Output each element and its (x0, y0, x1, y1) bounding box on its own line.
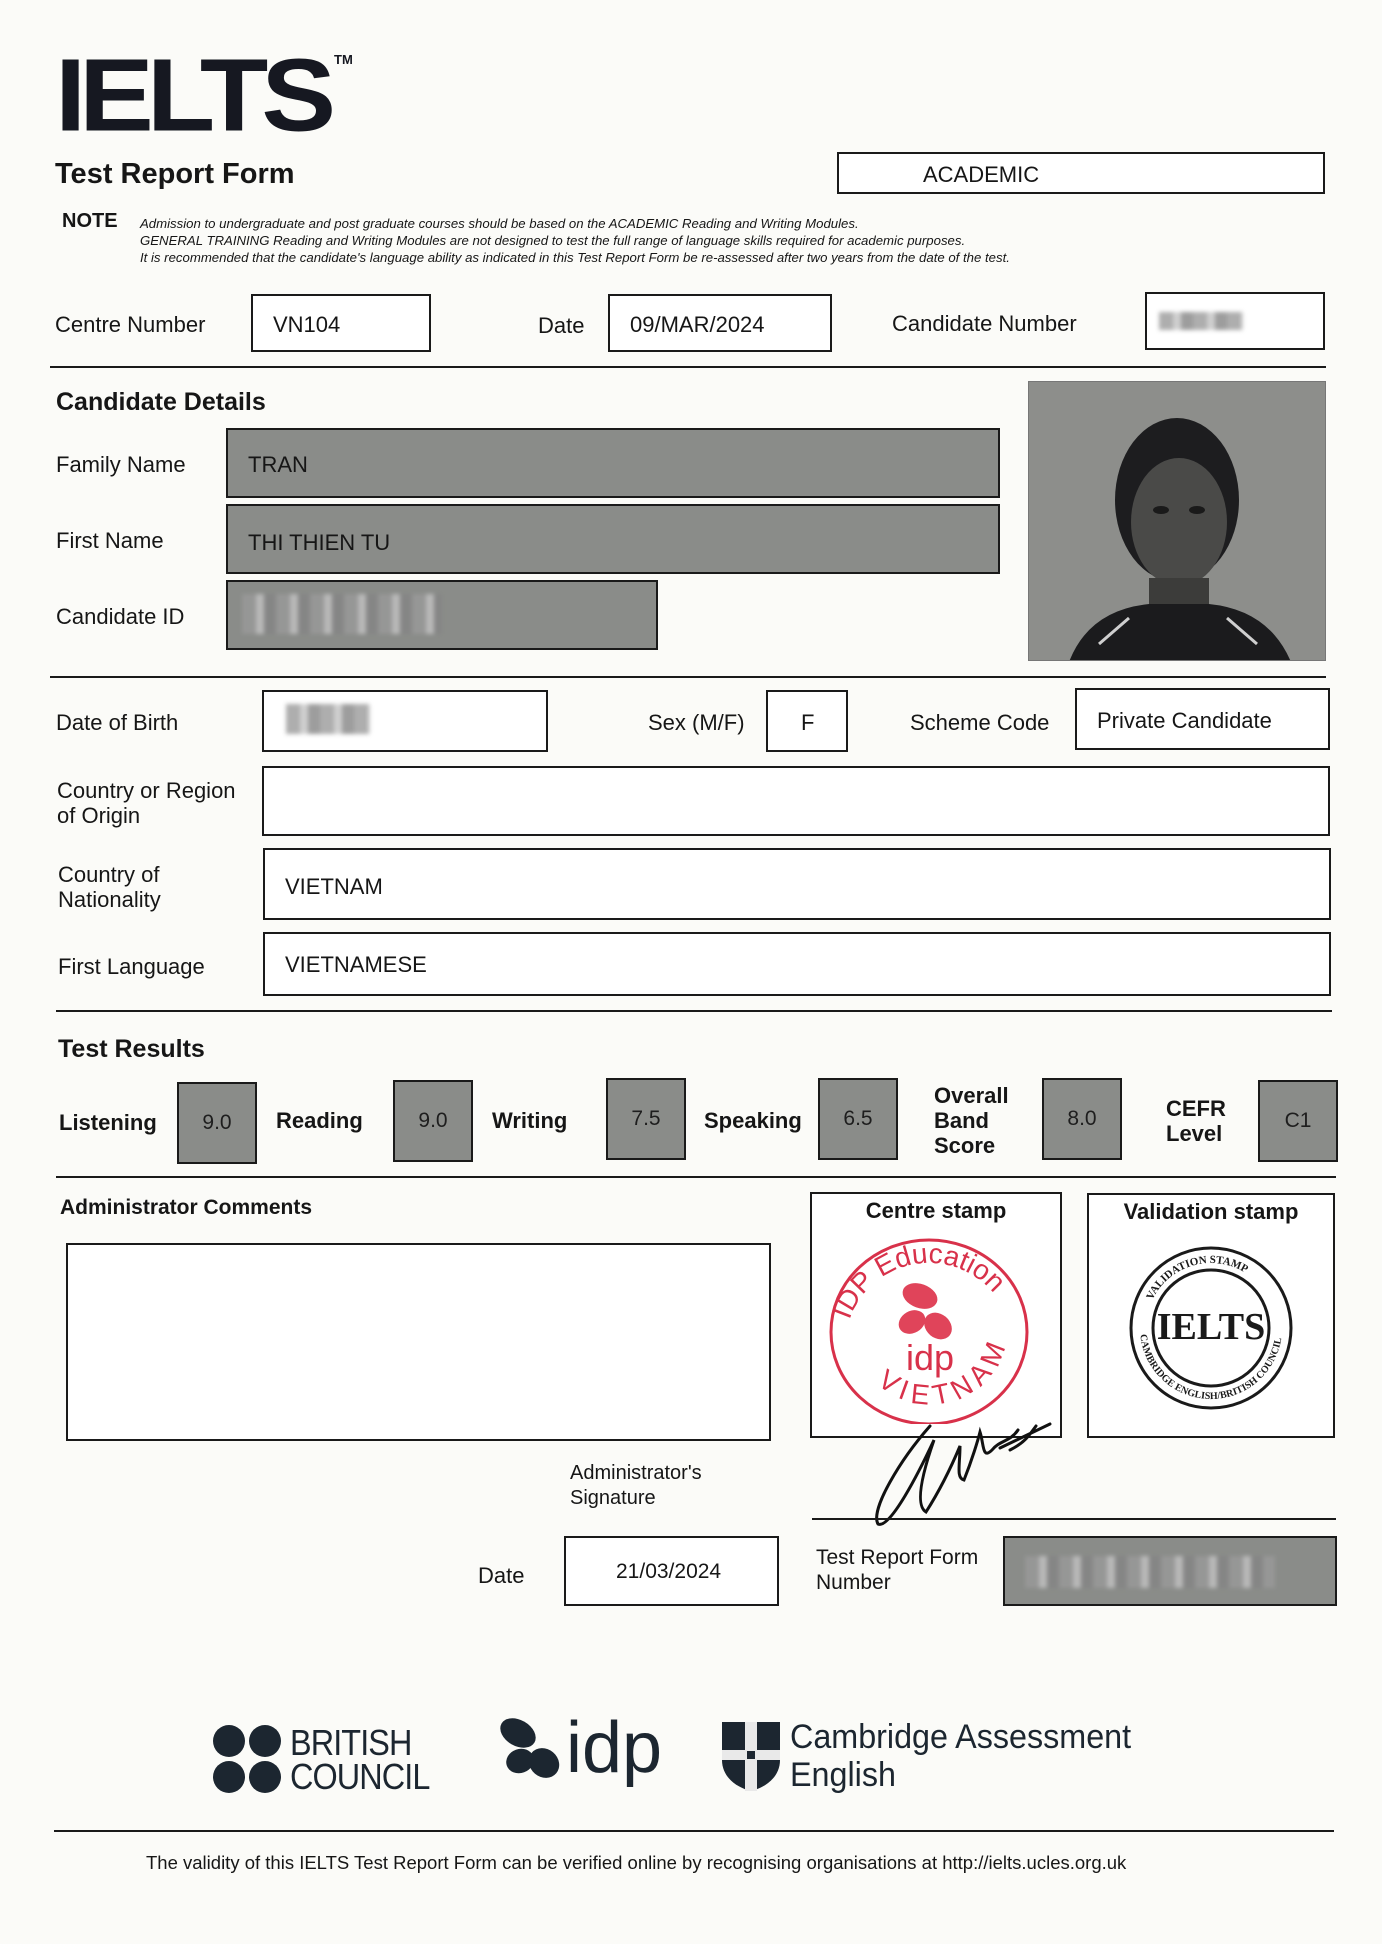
trademark-mark: TM (334, 52, 353, 67)
cambridge-line-1: Cambridge Assessment (790, 1718, 1132, 1756)
idp-education-stamp-icon (824, 1224, 1034, 1424)
svg-text:VALIDATION STAMP: VALIDATION STAMP (1144, 1253, 1250, 1302)
note-line-1: Admission to undergraduate and post graduate courses should be based on the ACADEMIC Reading and Writing Modules. (140, 216, 859, 231)
cambridge-logo (720, 1718, 1149, 1794)
signature-line (812, 1518, 1336, 1520)
trf-label-1: Test Report Form (816, 1546, 979, 1569)
divider (50, 676, 1326, 678)
svg-text:IDP Education: IDP Education (825, 1237, 1012, 1323)
cambridge-line-2: English (790, 1756, 896, 1794)
admin-comments-box (66, 1243, 771, 1441)
overall-band-score: 8.0 (1042, 1078, 1122, 1160)
idp-leaf-icon (498, 1713, 564, 1783)
idp-wordmark: idp (566, 1708, 663, 1788)
redacted-candidate-number (1159, 312, 1243, 330)
centre-stamp-label: Centre stamp (865, 1198, 1007, 1223)
signature-label-2: Signature (570, 1487, 656, 1509)
note-line-2: GENERAL TRAINING Reading and Writing Modules are not designed to test the full range of language skills required for academic purposes. (140, 233, 966, 248)
divider (56, 1176, 1336, 1178)
validation-stamp-box (1087, 1193, 1335, 1438)
first-language-field (263, 932, 1331, 996)
first-name-field (226, 504, 1000, 574)
overall-label-3: Score (934, 1133, 996, 1158)
british-council-dots-icon (212, 1724, 284, 1796)
page-title: Test Report Form (55, 158, 295, 190)
british-council-logo (212, 1724, 445, 1796)
ielts-logo: IELTS (55, 37, 330, 153)
reading-label: Reading (276, 1108, 363, 1133)
date-label: Date (538, 313, 585, 338)
redacted-dob (286, 704, 370, 734)
centre-stamp-box (810, 1192, 1062, 1438)
speaking-score: 6.5 (818, 1078, 898, 1160)
nationality-label-1: Country of (58, 862, 160, 887)
reading-score: 9.0 (393, 1080, 473, 1162)
cambridge-shield-icon (720, 1720, 782, 1792)
candidate-number-field (1145, 292, 1325, 350)
sex-field (766, 690, 848, 752)
writing-label: Writing (492, 1108, 568, 1133)
admin-date-label: Date (478, 1563, 525, 1588)
first-name-label: First Name (56, 528, 164, 553)
nationality-label-2: Nationality (58, 887, 161, 912)
redacted-trf-number (1025, 1556, 1275, 1588)
redacted-candidate-id (242, 594, 442, 634)
test-date-field (608, 294, 832, 352)
first-language-value: VIETNAMESE (285, 952, 427, 977)
signature-label-1: Administrator's (570, 1462, 702, 1484)
speaking-label: Speaking (704, 1108, 802, 1133)
nationality-value: VIETNAM (285, 874, 383, 899)
person-silhouette-icon (1029, 382, 1326, 661)
listening-score: 9.0 (177, 1082, 257, 1164)
module-box (837, 152, 1325, 194)
test-date-value: 09/MAR/2024 (630, 312, 765, 337)
overall-label-2: Band (934, 1108, 989, 1133)
british-council-line-1: BRITISH (290, 1722, 412, 1763)
trf-number-field (1003, 1536, 1337, 1606)
overall-label-1: Overall (934, 1083, 1009, 1108)
idp-logo (498, 1708, 663, 1788)
cefr-level: C1 (1258, 1080, 1338, 1162)
centre-number-value: VN104 (273, 312, 341, 337)
centre-number-label: Centre Number (55, 312, 206, 337)
candidate-id-field (226, 580, 658, 650)
verification-note: The validity of this IELTS Test Report Form can be verified online by recognising organisations at http://ielts.ucles.org.uk (146, 1852, 1127, 1873)
candidate-details-heading: Candidate Details (56, 388, 266, 416)
sex-label: Sex (M/F) (648, 710, 745, 735)
validation-stamp-label: Validation stamp (1123, 1199, 1299, 1224)
british-council-line-2: COUNCIL (290, 1756, 430, 1797)
writing-score: 7.5 (606, 1078, 686, 1160)
scheme-code-value: Private Candidate (1097, 708, 1272, 733)
dob-label: Date of Birth (56, 710, 179, 735)
first-name-value: THI THIEN TU (248, 530, 391, 555)
admin-date-value: 21/03/2024 (616, 1560, 722, 1583)
family-name-value: TRAN (248, 452, 308, 477)
ielts-validation-stamp-icon (1126, 1243, 1296, 1413)
family-name-label: Family Name (56, 452, 186, 477)
cefr-label-1: CEFR (1166, 1096, 1226, 1121)
note-line-3: It is recommended that the candidate's language ability as indicated in this Test Report Form be re-assessed after two years from the date of the test. (140, 250, 1010, 265)
candidate-photo (1028, 381, 1326, 661)
admin-comments-heading: Administrator Comments (60, 1196, 313, 1219)
scheme-code-label: Scheme Code (910, 710, 1050, 735)
listening-label: Listening (59, 1110, 157, 1135)
candidate-number-label: Candidate Number (892, 311, 1077, 336)
svg-text:VIETNAM: VIETNAM (872, 1332, 1014, 1412)
note-label: NOTE (62, 210, 118, 232)
first-language-label: First Language (58, 954, 205, 979)
test-results-heading: Test Results (58, 1035, 205, 1063)
admin-date-field (564, 1536, 779, 1606)
cefr-label-2: Level (1166, 1121, 1223, 1146)
centre-number-field (251, 294, 431, 352)
administrator-signature (860, 1420, 1160, 1540)
divider (50, 366, 1326, 368)
sex-value: F (801, 710, 815, 735)
scheme-code-field (1075, 688, 1330, 750)
module-value: ACADEMIC (923, 162, 1040, 187)
origin-label-2: of Origin (57, 803, 141, 828)
nationality-field (263, 848, 1331, 920)
origin-field (262, 766, 1330, 836)
footer-divider (54, 1830, 1334, 1832)
origin-label-1: Country or Region (57, 778, 236, 803)
svg-text:IELTS: IELTS (1156, 1306, 1266, 1348)
family-name-field (226, 428, 1000, 498)
svg-text:CAMBRIDGE ENGLISH/BRITISH COUN: CAMBRIDGE ENGLISH/BRITISH COUNCIL (1137, 1333, 1285, 1403)
candidate-id-label: Candidate ID (56, 604, 185, 629)
svg-text:idp: idp (905, 1337, 955, 1378)
trf-label-2: Number (816, 1571, 891, 1594)
dob-field (262, 690, 548, 752)
divider (56, 1010, 1332, 1012)
